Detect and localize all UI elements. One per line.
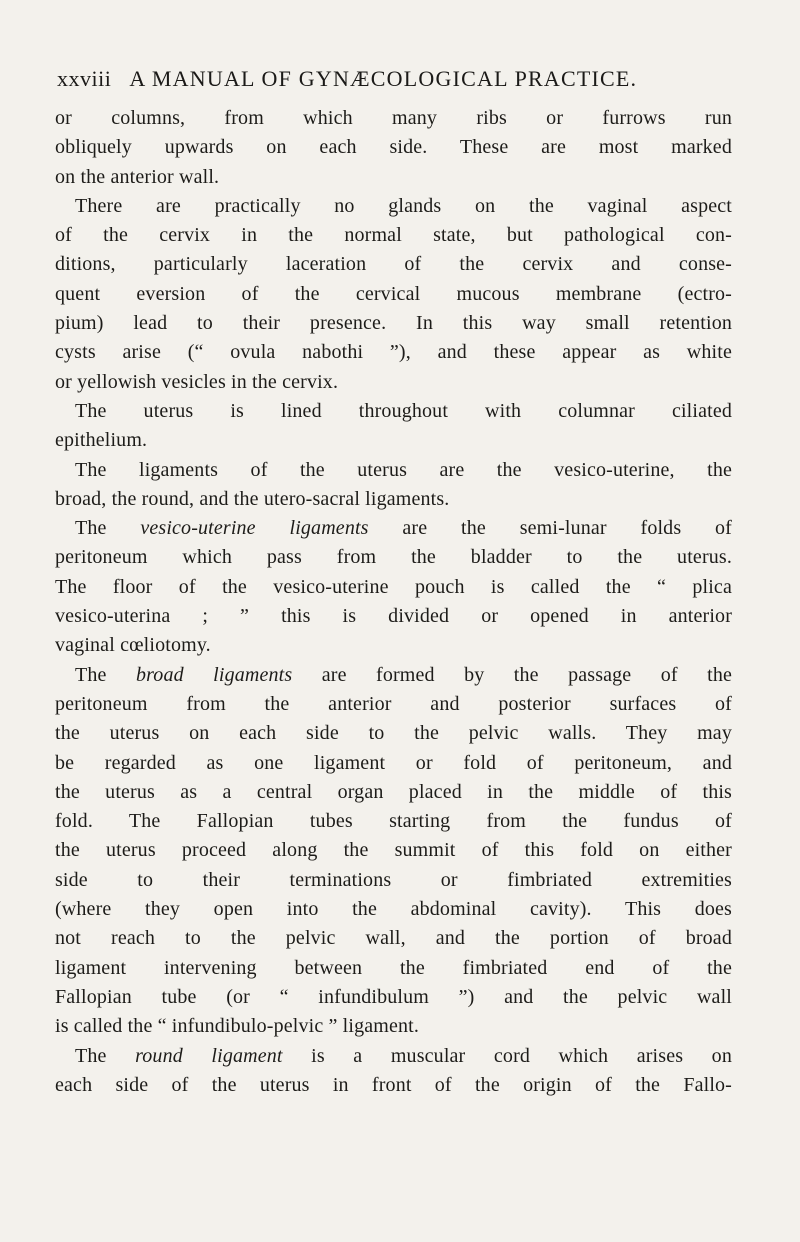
- text-line: [55, 1042, 732, 1071]
- text-line: The uterus is lined throughout with columnar ciliated: [75, 399, 732, 422]
- text-line: The floor of the vesico-uterine pouch is called the “ plica: [55, 575, 732, 598]
- text-line: quent eversion of the cervical mucous membrane (ectro-: [55, 282, 732, 305]
- text-line: not reach to the pelvic wall, and the portion of broad: [55, 927, 732, 950]
- text-run: The: [75, 517, 141, 540]
- text-line: or columns, from which many ribs or furrows run: [55, 107, 732, 129]
- text-run: are formed by the passage of the: [292, 663, 733, 686]
- body-text: [55, 104, 732, 1100]
- italic-term: vesico-uterine ligaments: [140, 517, 369, 540]
- text-line: The ligaments of the uterus are the vesico-uterine, the: [75, 458, 732, 481]
- text-line: ligament intervening between the fimbriated end of the: [55, 956, 732, 979]
- text-line: [55, 514, 732, 543]
- text-line: on the anterior wall.: [55, 165, 220, 188]
- text-line: There are practically no glands on the vaginal aspect: [75, 194, 732, 217]
- text-line: be regarded as one ligament or fold of peritoneum, and: [55, 751, 732, 774]
- running-head: [57, 66, 732, 92]
- text-line: obliquely upwards on each side. These are most marked: [55, 136, 732, 159]
- text-line: peritoneum which pass from the bladder to the uterus.: [55, 546, 732, 569]
- text-line: Fallopian tube (or “ infundibulum ”) and the pelvic wall: [55, 985, 732, 1008]
- text-line: of the cervix in the normal state, but pathological con-: [55, 224, 732, 247]
- page-number: xxviii: [57, 66, 112, 91]
- italic-term: broad ligaments: [135, 663, 293, 686]
- text-line: peritoneum from the anterior and posterior surfaces of: [55, 692, 732, 715]
- text-line: ditions, particularly laceration of the cervix and conse-: [55, 253, 732, 276]
- paragraph: [55, 456, 732, 515]
- running-title: A MANUAL OF GYNÆCOLOGICAL PRACTICE.: [129, 66, 638, 91]
- text-line: is called the “ infundibulo-pelvic ” ligament.: [55, 1015, 420, 1038]
- text-run: is a muscular cord which arises on: [282, 1044, 732, 1067]
- text-line: pium) lead to their presence. In this way small retention: [55, 312, 732, 335]
- paragraph: [55, 397, 732, 456]
- text-line: cysts arise (“ ovula nabothi ”), and these appear as white: [55, 341, 732, 364]
- text-line: fold. The Fallopian tubes starting from the fundus of: [55, 810, 732, 833]
- italic-term: round ligament: [135, 1044, 283, 1067]
- paragraph: [55, 192, 732, 397]
- text-line: side to their terminations or fimbriated extremities: [55, 868, 732, 891]
- text-line: the uterus as a central organ placed in the middle of this: [55, 780, 732, 803]
- text-line: epithelium.: [55, 429, 148, 452]
- paragraph: [55, 514, 732, 660]
- text-run: The: [75, 663, 136, 686]
- text-line: [55, 661, 732, 690]
- text-line: or yellowish vesicles in the cervix.: [55, 370, 339, 393]
- text-line: the uterus proceed along the summit of this fold on either: [55, 839, 732, 862]
- text-line: each side of the uterus in front of the origin of the Fallo-: [55, 1073, 732, 1096]
- text-run: are the semi-lunar folds of: [368, 517, 732, 540]
- text-line: (where they open into the abdominal cavity). This does: [55, 898, 732, 921]
- text-line: vesico-uterina ; ” this is divided or opened in anterior: [55, 605, 732, 628]
- paragraph: [55, 661, 732, 1042]
- text-line: broad, the round, and the utero-sacral ligaments.: [55, 487, 450, 510]
- text-line: vaginal cœliotomy.: [55, 634, 211, 657]
- text-run: The: [75, 1044, 136, 1067]
- paragraph: [55, 1042, 732, 1101]
- text-line: the uterus on each side to the pelvic walls. They may: [55, 722, 732, 745]
- paragraph: [55, 104, 732, 192]
